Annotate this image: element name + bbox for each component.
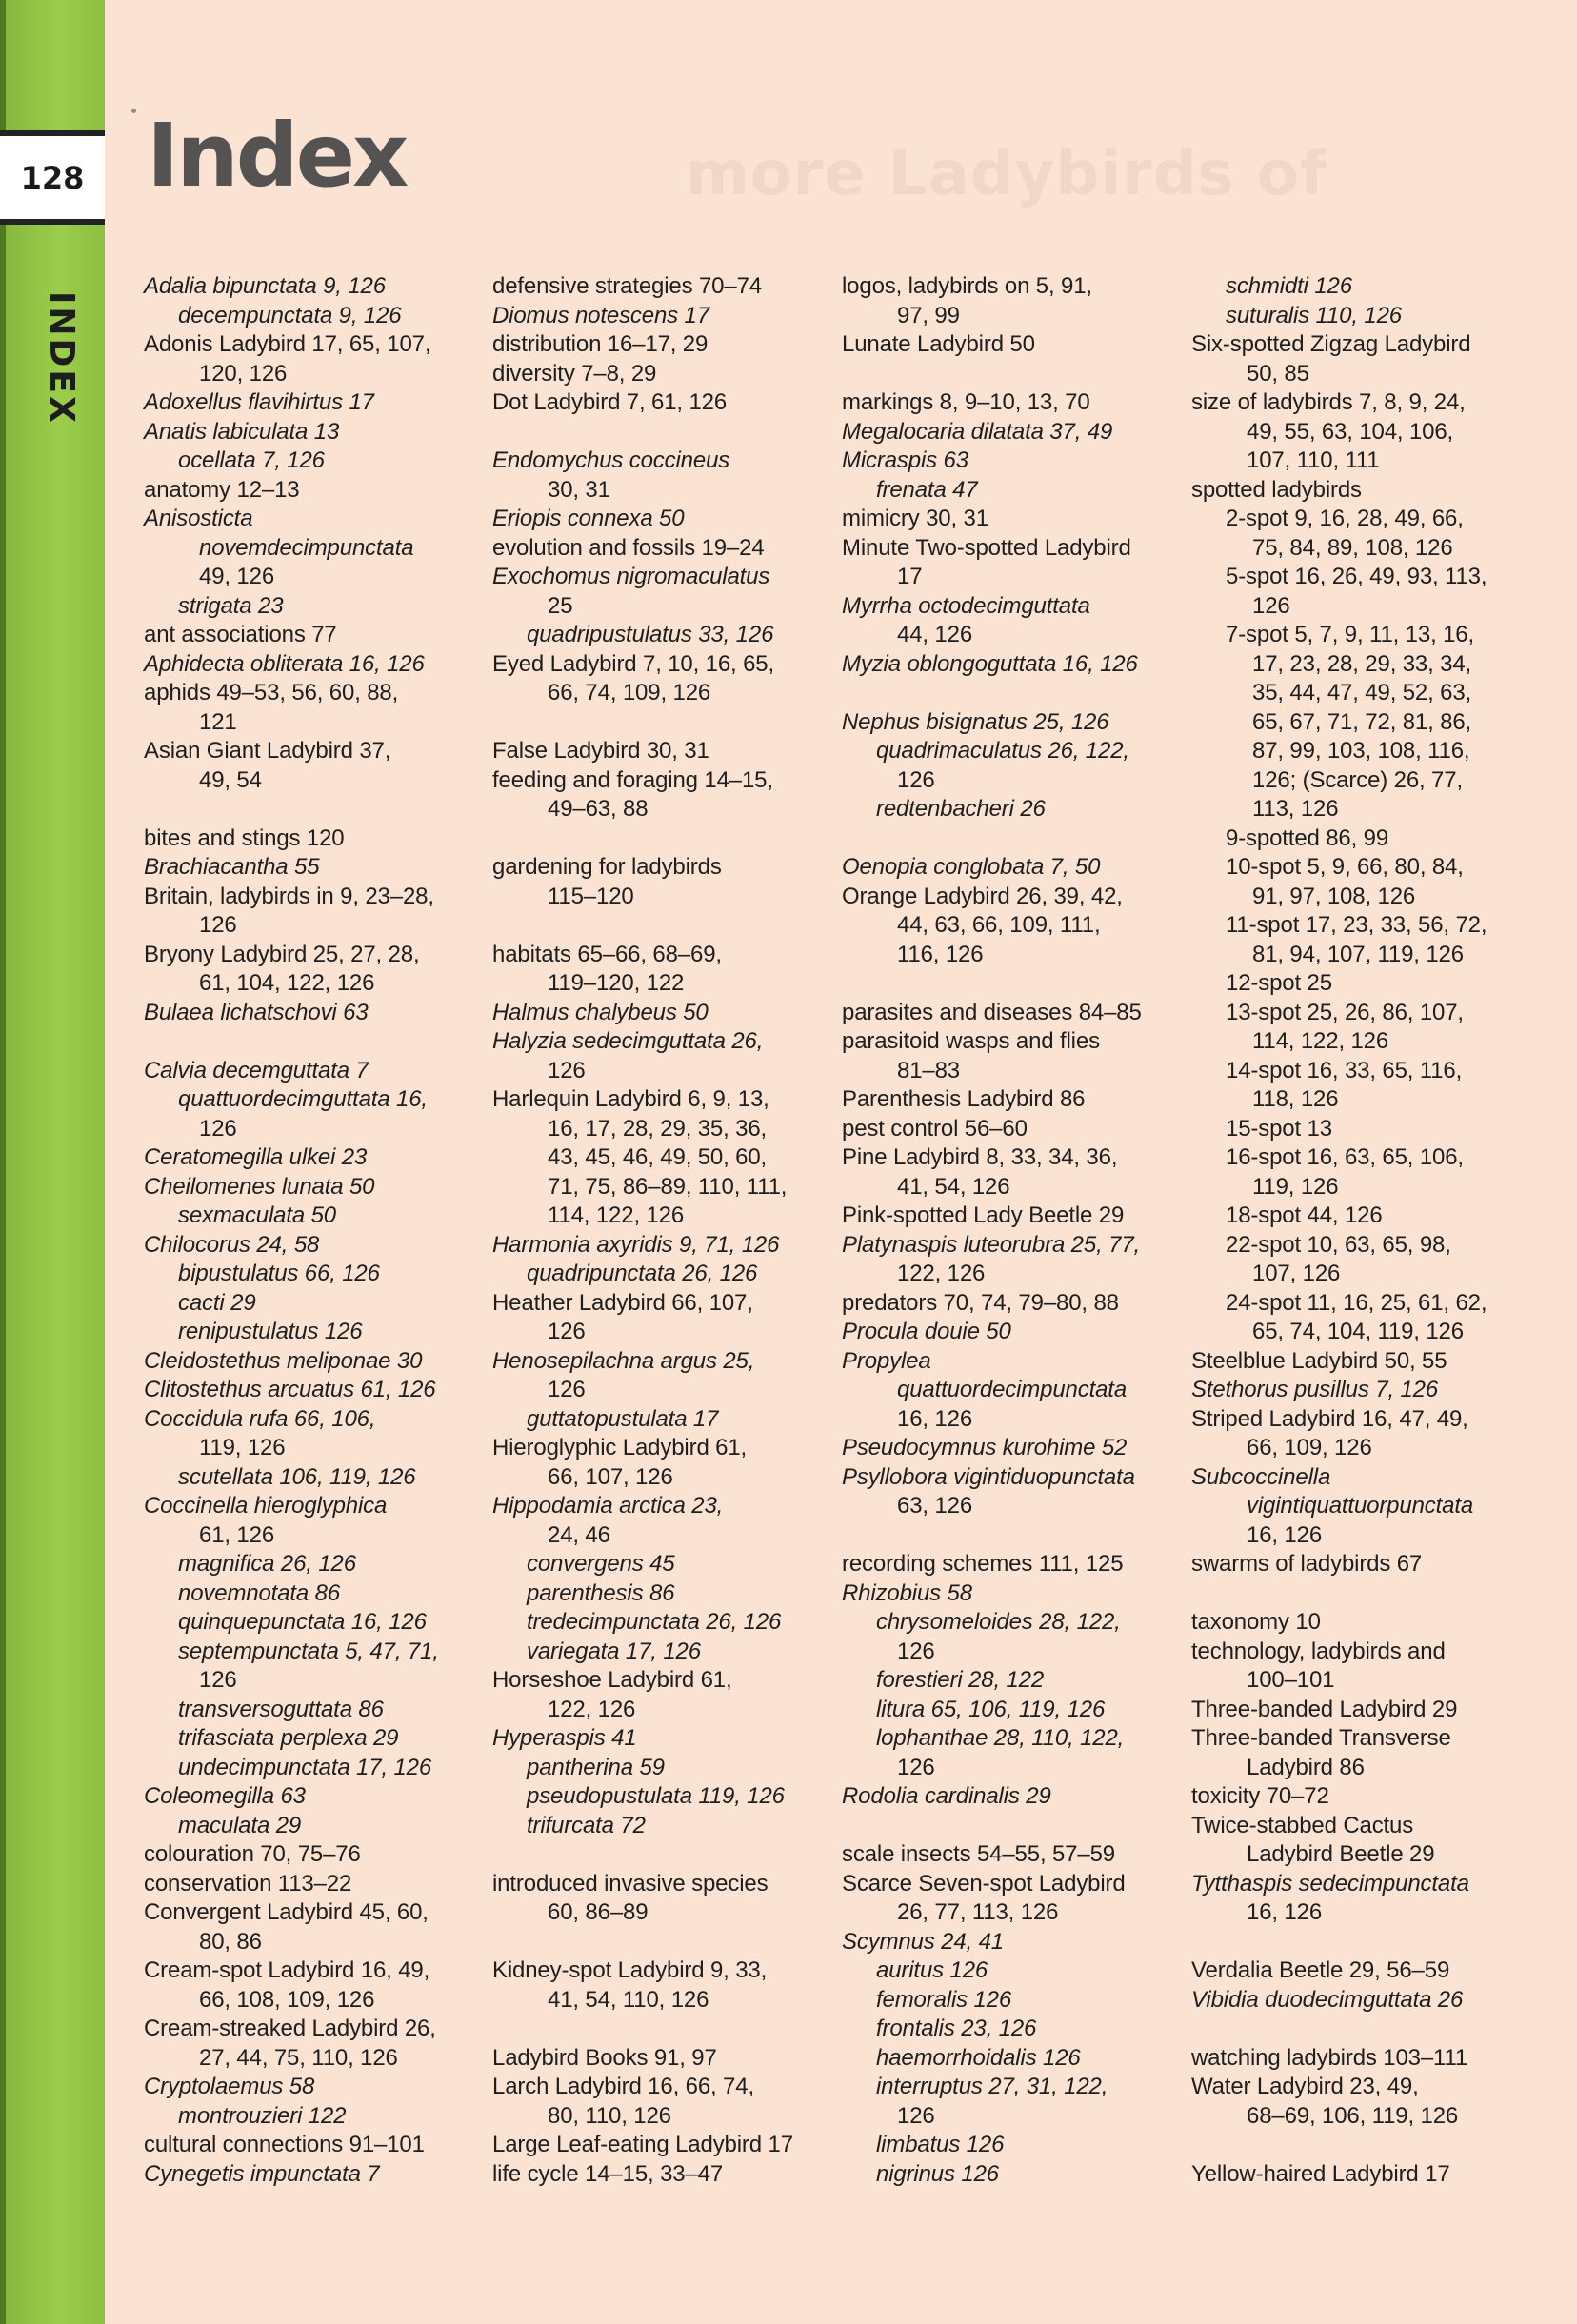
index-entry: Asian Giant Ladybird 37, (144, 738, 391, 764)
index-entry: Adalia bipunctata 9, 126 (144, 273, 386, 299)
index-entry: Pink-spotted Lady Beetle 29 (842, 1202, 1125, 1228)
index-entry: Large Leaf-eating Ladybird 17 (492, 2132, 793, 2157)
index-spacer (492, 1840, 835, 1870)
index-entry: 114, 122, 126 (1252, 1028, 1389, 1054)
index-entry: Micraspis 63 (842, 447, 968, 473)
index-entry: Aphidecta obliterata 16, 126 (144, 650, 425, 677)
index-entry: Three-banded Ladybird 29 (1191, 1696, 1458, 1722)
index-entry: 115–120 (548, 883, 634, 909)
index-entry: Three-banded Transverse (1191, 1725, 1451, 1751)
index-entry: Coccidula rufa 66, 106, (144, 1405, 376, 1432)
index-entry: 24, 46 (548, 1521, 610, 1548)
index-entry: quadrimaculatus 26, 122, (876, 738, 1129, 764)
index-spacer (492, 2015, 835, 2044)
index-entry: 25 (548, 592, 573, 619)
index-entry: 35, 44, 47, 49, 52, 63, (1252, 680, 1472, 705)
index-entry: Eyed Ladybird 7, 10, 16, 65, (492, 650, 775, 677)
index-entry: novemnotata 86 (178, 1579, 341, 1606)
index-entry: gardening for ladybirds (492, 854, 722, 880)
index-entry: trifasciata perplexa 29 (178, 1725, 399, 1751)
index-entry: interruptus 27, 31, 122, (876, 2074, 1108, 2099)
index-entry: vigintiquattuorpunctata (1247, 1493, 1474, 1519)
index-entry: Hippodamia arctica 23, (492, 1493, 724, 1519)
index-entry: scutellata 106, 119, 126 (178, 1463, 416, 1490)
index-entry: Propylea (842, 1347, 931, 1374)
index-entry: ocellata 7, 126 (178, 447, 325, 473)
index-entry: markings 8, 9–10, 13, 70 (842, 389, 1090, 415)
side-tab-label: INDEX (42, 291, 81, 426)
index-entry: trifurcata 72 (527, 1812, 646, 1838)
index-entry: Scymnus 24, 41 (842, 1928, 1004, 1955)
index-entry: 119–120, 122 (548, 970, 685, 996)
index-entry: 49–63, 88 (548, 796, 649, 822)
index-entry: guttatopustulata 17 (527, 1405, 719, 1432)
paper-speck (131, 109, 136, 113)
index-entry: Eriopis connexa 50 (492, 506, 685, 531)
index-entry: habitats 65–66, 68–69, (492, 941, 722, 967)
index-entry: recording schemes 111, 125 (842, 1551, 1124, 1577)
index-entry: Hyperaspis 41 (492, 1725, 637, 1751)
index-entry: Bryony Ladybird 25, 27, 28, (144, 941, 420, 967)
index-entry: 18-spot 44, 126 (1226, 1202, 1383, 1228)
index-entry: logos, ladybirds on 5, 91, (842, 273, 1092, 299)
index-entry: sexmaculata 50 (178, 1202, 336, 1228)
index-entry: 12-spot 25 (1226, 970, 1332, 996)
index-entry: montrouzieri 122 (178, 2102, 347, 2129)
index-entry: strigata 23 (178, 592, 284, 619)
index-spacer (842, 360, 1185, 389)
index-entry: colouration 70, 75–76 (144, 1841, 361, 1867)
index-entry: 80, 86 (199, 1928, 262, 1955)
index-entry: 126; (Scarce) 26, 77, (1252, 766, 1463, 793)
index-entry: tredecimpunctata 26, 126 (527, 1609, 782, 1635)
index-entry: cacti 29 (178, 1289, 256, 1316)
index-entry: litura 65, 106, 119, 126 (876, 1696, 1106, 1722)
index-entry: Oenopia conglobata 7, 50 (842, 854, 1101, 880)
index-entry: Cream-spot Ladybird 16, 49, (144, 1957, 430, 1983)
index-entry: renipustulatus 126 (178, 1319, 363, 1344)
index-entry: swarms of ladybirds 67 (1191, 1551, 1423, 1577)
index-entry: frontalis 23, 126 (876, 2016, 1037, 2041)
index-column-1 (144, 272, 487, 2189)
index-entry: quattuordecimpunctata (897, 1377, 1128, 1402)
index-entry: anatomy 12–13 (144, 476, 300, 503)
index-entry: frenata 47 (876, 476, 978, 503)
index-entry: Ceratomegilla ulkei 23 (144, 1144, 368, 1170)
index-entry: defensive strategies 70–74 (492, 273, 762, 299)
index-entry: 118, 126 (1252, 1086, 1339, 1112)
index-entry: Endomychus coccineus (492, 447, 730, 473)
index-spacer (1191, 2131, 1572, 2160)
index-entry: distribution 16–17, 29 (492, 331, 709, 357)
index-entry: quinquepunctata 16, 126 (178, 1609, 427, 1635)
index-entry: 114, 122, 126 (548, 1202, 685, 1228)
index-entry: Adonis Ladybird 17, 65, 107, (144, 331, 431, 357)
index-column-3 (842, 272, 1185, 2189)
index-entry: 66, 108, 109, 126 (199, 1986, 375, 2013)
index-entry: Myrrha octodecimguttata (842, 592, 1090, 619)
index-entry: 30, 31 (548, 476, 610, 503)
index-entry: parasites and diseases 84–85 (842, 999, 1142, 1025)
index-entry: 100–101 (1247, 1667, 1335, 1693)
index-entry: maculata 29 (178, 1812, 302, 1838)
index-entry: novemdecimpunctata (199, 534, 414, 561)
index-entry: Clitostethus arcuatus 61, 126 (144, 1377, 436, 1402)
index-entry: 119, 126 (1252, 1173, 1339, 1200)
index-entry: bipustulatus 66, 126 (178, 1261, 380, 1286)
index-spacer (492, 1928, 835, 1957)
index-entry: Halmus chalybeus 50 (492, 999, 709, 1025)
index-entry: Anisosticta (144, 506, 253, 531)
index-entry: Adoxellus flavihirtus 17 (144, 389, 374, 415)
index-entry: spotted ladybirds (1191, 476, 1362, 503)
index-entry: 107, 126 (1252, 1261, 1341, 1286)
side-tab (6, 0, 105, 2324)
index-spacer (842, 969, 1185, 999)
index-entry: 61, 126 (199, 1521, 275, 1548)
index-entry: 120, 126 (199, 360, 288, 387)
index-entry: Ladybird Books 91, 97 (492, 2044, 717, 2071)
index-entry: Cleidostethus meliponae 30 (144, 1347, 423, 1374)
index-entry: evolution and fossils 19–24 (492, 534, 765, 561)
index-entry: Coccinella hieroglyphica (144, 1493, 388, 1519)
index-entry: 2-spot 9, 16, 28, 49, 66, (1226, 506, 1464, 531)
index-entry: 119, 126 (199, 1435, 286, 1460)
index-entry: 116, 126 (897, 941, 984, 967)
index-entry: haemorrhoidalis 126 (876, 2044, 1081, 2071)
index-entry: 80, 110, 126 (548, 2102, 671, 2129)
index-entry: 22-spot 10, 63, 65, 98, (1226, 1231, 1451, 1258)
index-entry: 126 (897, 2102, 935, 2129)
index-entry: 122, 126 (897, 1261, 986, 1286)
index-entry: magnifica 26, 126 (178, 1551, 356, 1577)
index-entry: 49, 126 (199, 564, 275, 589)
index-entry: decempunctata 9, 126 (178, 302, 402, 328)
index-entry: pest control 56–60 (842, 1115, 1028, 1142)
show-through-text: more Ladybirds of (686, 139, 1327, 209)
index-entry: suturalis 110, 126 (1226, 302, 1402, 328)
index-entry: Stethorus pusillus 7, 126 (1191, 1377, 1439, 1402)
index-entry: 66, 74, 109, 126 (548, 680, 711, 705)
index-spacer (1191, 1928, 1572, 1957)
index-entry: Water Ladybird 23, 49, (1191, 2074, 1419, 2099)
index-entry: Striped Ladybird 16, 47, 49, (1191, 1405, 1468, 1432)
index-entry: Bulaea lichatschovi 63 (144, 999, 369, 1025)
index-entry: 5-spot 16, 26, 49, 93, 113, (1226, 564, 1487, 589)
index-entry: 49, 54 (199, 766, 262, 793)
index-entry: Minute Two-spotted Ladybird (842, 534, 1131, 561)
index-spacer (842, 824, 1185, 854)
index-entry: Henosepilachna argus 25, (492, 1347, 755, 1374)
index-entry: Britain, ladybirds in 9, 23–28, (144, 883, 434, 909)
index-entry: Ladybird Beetle 29 (1247, 1841, 1435, 1867)
index-entry: 27, 44, 75, 110, 126 (199, 2044, 398, 2071)
index-entry: convergens 45 (527, 1551, 675, 1577)
index-entry: 121 (199, 708, 237, 735)
index-entry: Anatis labiculata 13 (144, 418, 340, 445)
index-entry: 113, 126 (1252, 796, 1339, 822)
index-entry: 44, 63, 66, 109, 111, (897, 912, 1101, 938)
index-spacer (144, 1027, 487, 1057)
index-entry: Halyzia sedecimguttata 26, (492, 1028, 764, 1054)
index-entry: 81–83 (897, 1057, 960, 1083)
index-entry: pseudopustulata 119, 126 (527, 1783, 785, 1809)
index-entry: Harmonia axyridis 9, 71, 126 (492, 1231, 780, 1258)
index-entry: toxicity 70–72 (1191, 1783, 1329, 1809)
index-entry: scale insects 54–55, 57–59 (842, 1841, 1115, 1867)
index-entry: Cream-streaked Ladybird 26, (144, 2016, 436, 2041)
index-entry: Cheilomenes lunata 50 (144, 1173, 375, 1200)
index-entry: Rhizobius 58 (842, 1579, 972, 1606)
page-number-box (0, 130, 105, 225)
index-entry: 126 (199, 1115, 237, 1142)
index-entry: 81, 94, 107, 119, 126 (1252, 941, 1464, 967)
index-entry: Exochomus nigromaculatus (492, 564, 770, 589)
index-entry: 15-spot 13 (1226, 1115, 1332, 1142)
index-entry: 17, 23, 28, 29, 33, 34, (1252, 650, 1472, 677)
index-entry: Tytthaspis sedecimpunctata (1191, 1870, 1469, 1897)
index-entry: technology, ladybirds and (1191, 1638, 1446, 1664)
index-entry: 26, 77, 113, 126 (897, 1899, 1059, 1925)
index-entry: chrysomeloides 28, 122, (876, 1609, 1121, 1635)
index-entry: Pseudocymnus kurohime 52 (842, 1435, 1128, 1460)
index-entry: Horseshoe Ladybird 61, (492, 1667, 732, 1693)
index-entry: undecimpunctata 17, 126 (178, 1754, 432, 1780)
index-entry: Steelblue Ladybird 50, 55 (1191, 1347, 1447, 1374)
index-entry: 49, 55, 63, 104, 106, (1247, 418, 1454, 445)
index-entry: Psyllobora vigintiduopunctata (842, 1463, 1135, 1490)
index-entry: Dot Ladybird 7, 61, 126 (492, 389, 728, 415)
index-entry: 126 (199, 912, 237, 938)
index-entry: 126 (897, 1754, 935, 1780)
index-entry: transversoguttata 86 (178, 1696, 384, 1722)
index-entry: septempunctata 5, 47, 71, (178, 1638, 439, 1664)
index-entry: cultural connections 91–101 (144, 2132, 425, 2157)
index-entry: Larch Ladybird 16, 66, 74, (492, 2074, 754, 2099)
index-entry: Convergent Ladybird 45, 60, (144, 1899, 429, 1925)
index-entry: limbatus 126 (876, 2132, 1005, 2157)
index-entry: 13-spot 25, 26, 86, 107, (1226, 999, 1464, 1025)
index-column-2 (492, 272, 835, 2189)
index-entry: parenthesis 86 (527, 1579, 675, 1606)
index-entry: 16, 126 (1247, 1521, 1323, 1548)
index-entry: Nephus bisignatus 25, 126 (842, 708, 1109, 735)
index-entry: Scarce Seven-spot Ladybird (842, 1870, 1126, 1897)
index-entry: mimicry 30, 31 (842, 506, 988, 531)
index-entry: Ladybird 86 (1247, 1754, 1365, 1780)
index-entry: 66, 109, 126 (1247, 1435, 1372, 1460)
index-entry: 11-spot 17, 23, 33, 56, 72, (1226, 912, 1487, 938)
index-entry: 7-spot 5, 7, 9, 11, 13, 16, (1226, 622, 1475, 647)
index-entry: 60, 86–89 (548, 1899, 649, 1925)
index-entry: 87, 99, 103, 108, 116, (1252, 738, 1470, 764)
index-entry: variegata 17, 126 (527, 1638, 701, 1664)
index-entry: 63, 126 (897, 1493, 973, 1519)
index-entry: Cryptolaemus 58 (144, 2074, 315, 2099)
index-entry: 68–69, 106, 119, 126 (1247, 2102, 1459, 2129)
index-spacer (144, 795, 487, 824)
index-entry: Chilocorus 24, 58 (144, 1231, 320, 1258)
index-entry: bites and stings 120 (144, 824, 345, 851)
index-entry: 24-spot 11, 16, 25, 61, 62, (1226, 1289, 1487, 1316)
index-spacer (492, 708, 835, 738)
index-entry: Cynegetis impunctata 7 (144, 2160, 380, 2187)
index-entry: nigrinus 126 (876, 2160, 999, 2187)
index-entry: redtenbacheri 26 (876, 796, 1046, 822)
index-entry: 97, 99 (897, 302, 960, 328)
index-entry: ant associations 77 (144, 622, 337, 647)
index-entry: quadripustulatus 33, 126 (527, 622, 774, 647)
page-title: Index (147, 105, 407, 207)
index-entry: 122, 126 (548, 1696, 636, 1722)
index-entry: 9-spotted 86, 99 (1226, 824, 1389, 851)
index-entry: Megalocaria dilatata 37, 49 (842, 418, 1113, 445)
index-entry: 61, 104, 122, 126 (199, 970, 375, 996)
index-spacer (492, 911, 835, 941)
index-entry: Kidney-spot Ladybird 9, 33, (492, 1957, 768, 1983)
index-entry: 14-spot 16, 33, 65, 116, (1226, 1057, 1463, 1083)
index-entry: 43, 45, 46, 49, 50, 60, (548, 1144, 768, 1170)
index-entry: Heather Ladybird 66, 107, (492, 1289, 753, 1316)
index-entry: 66, 107, 126 (548, 1463, 673, 1490)
index-entry: 75, 84, 89, 108, 126 (1252, 534, 1453, 561)
index-entry: Six-spotted Zigzag Ladybird (1191, 331, 1471, 357)
index-entry: 41, 54, 110, 126 (548, 1986, 709, 2013)
index-entry: life cycle 14–15, 33–47 (492, 2160, 724, 2187)
index-entry: Pine Ladybird 8, 33, 34, 36, (842, 1144, 1118, 1170)
index-entry: quattuordecimguttata 16, (178, 1086, 428, 1112)
index-entry: Hieroglyphic Ladybird 61, (492, 1435, 748, 1460)
index-entry: predators 70, 74, 79–80, 88 (842, 1289, 1119, 1316)
index-entry: femoralis 126 (876, 1986, 1012, 2013)
index-spacer (842, 679, 1185, 708)
index-entry: 44, 126 (897, 622, 973, 647)
index-spacer (1191, 2015, 1572, 2044)
index-entry: 107, 110, 111 (1247, 447, 1380, 473)
index-entry: Vibidia duodecimguttata 26 (1191, 1986, 1464, 2013)
index-entry: Diomus notescens 17 (492, 302, 709, 328)
index-entry: quadripunctata 26, 126 (527, 1261, 758, 1286)
index-entry: Yellow-haired Ladybird 17 (1191, 2160, 1450, 2187)
index-entry: 16, 126 (1247, 1899, 1323, 1925)
index-entry: Harlequin Ladybird 6, 9, 13, (492, 1086, 769, 1112)
index-entry: schmidti 126 (1226, 273, 1352, 299)
index-column-4 (1191, 272, 1572, 2189)
index-spacer (492, 418, 835, 447)
index-spacer (842, 1812, 1185, 1841)
index-entry: Verdalia Beetle 29, 56–59 (1191, 1957, 1450, 1983)
index-entry: 126 (897, 766, 935, 793)
index-entry: 17 (897, 564, 923, 589)
index-entry: feeding and foraging 14–15, (492, 766, 773, 793)
index-entry: 91, 97, 108, 126 (1252, 883, 1416, 909)
index-entry: Parenthesis Ladybird 86 (842, 1086, 1086, 1112)
index-entry: lophanthae 28, 110, 122, (876, 1725, 1125, 1751)
index-entry: taxonomy 10 (1191, 1609, 1321, 1635)
index-entry: 10-spot 5, 9, 66, 80, 84, (1226, 854, 1464, 880)
index-entry: Subcoccinella (1191, 1463, 1331, 1490)
index-entry: 126 (548, 1057, 586, 1083)
index-entry: 126 (199, 1667, 237, 1693)
index-entry: conservation 113–22 (144, 1870, 352, 1897)
index-entry: False Ladybird 30, 31 (492, 738, 709, 764)
index-entry: Platynaspis luteorubra 25, 77, (842, 1231, 1141, 1258)
index-entry: auritus 126 (876, 1957, 988, 1983)
index-entry: 50, 85 (1247, 360, 1309, 387)
index-entry: introduced invasive species (492, 1870, 769, 1897)
index-entry: size of ladybirds 7, 8, 9, 24, (1191, 389, 1466, 415)
index-entry: Calvia decemguttata 7 (144, 1057, 369, 1083)
index-spacer (842, 1521, 1185, 1551)
index-entry: 126 (548, 1377, 586, 1402)
index-entry: Orange Ladybird 26, 39, 42, (842, 883, 1123, 909)
index-entry: 65, 74, 104, 119, 126 (1252, 1319, 1464, 1344)
index-spacer (1191, 1579, 1572, 1609)
index-entry: Procula douie 50 (842, 1319, 1011, 1344)
index-entry: Brachiacantha 55 (144, 854, 320, 880)
index-entry: aphids 49–53, 56, 60, 88, (144, 680, 399, 705)
index-entry: 16, 17, 28, 29, 35, 36, (548, 1115, 768, 1142)
index-entry: diversity 7–8, 29 (492, 360, 657, 387)
index-entry: 126 (1252, 592, 1290, 619)
index-entry: Lunate Ladybird 50 (842, 331, 1035, 357)
index-entry: 126 (897, 1638, 935, 1664)
page-number: 128 (20, 159, 85, 196)
index-spacer (492, 824, 835, 854)
index-entry: forestieri 28, 122 (876, 1667, 1045, 1693)
index-entry: 16-spot 16, 63, 65, 106, (1226, 1144, 1464, 1170)
index-entry: Coleomegilla 63 (144, 1783, 306, 1809)
index-entry: parasitoid wasps and flies (842, 1028, 1100, 1054)
index-entry: 71, 75, 86–89, 110, 111, (548, 1173, 788, 1200)
index-entry: Twice-stabbed Cactus (1191, 1812, 1414, 1838)
index-entry: watching ladybirds 103–111 (1191, 2044, 1468, 2071)
index-entry: Rodolia cardinalis 29 (842, 1783, 1051, 1809)
index-entry: Myzia oblongoguttata 16, 126 (842, 650, 1138, 677)
index-entry: pantherina 59 (527, 1754, 665, 1780)
index-entry: 41, 54, 126 (897, 1173, 1010, 1200)
index-entry: 126 (548, 1319, 586, 1344)
index-entry: 16, 126 (897, 1405, 973, 1432)
index-entry: 65, 67, 71, 72, 81, 86, (1252, 708, 1472, 735)
